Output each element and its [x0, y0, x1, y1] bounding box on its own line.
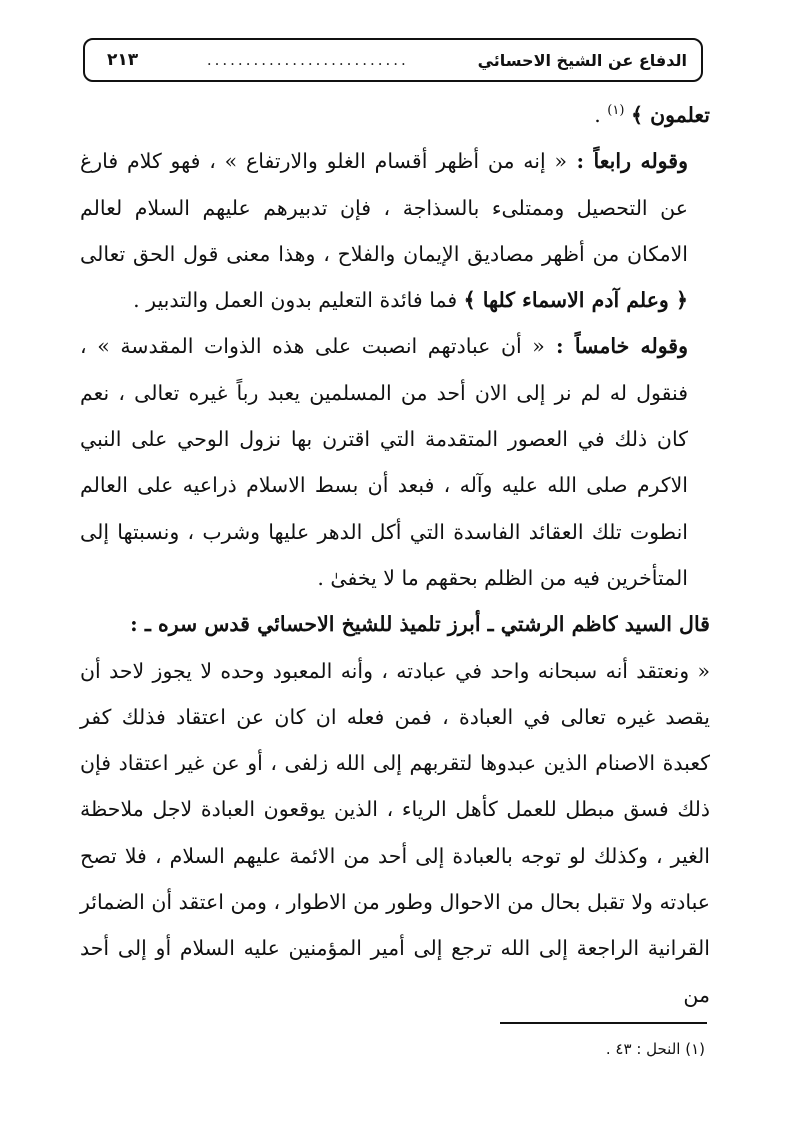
header-leader-dots: ..........................	[206, 51, 409, 69]
paragraph-tail: .	[594, 103, 608, 127]
paragraph-quote: « ونعتقد أنه سبحانه واحد في عبادته ، وأنه المعبود وحده لا يجوز لاحد أن يقصد غيره تعالى في العبادة ، فمن فعله ان كان عن اعتقاد فذلك كفر كعبدة الاصنام الذين عبدوها لتقربهم إلى الله زلفى ، أو عن غير اعتقاد فإن ذلك فسق مبطل للعمل كأهل الرياء ، الذين يوقعون العبادة لاجل ملاحظة الغير ، وكذلك لو توجه بالعبادة إلى أحد من الائمة عليهم السلام ، فلا تصح عبادته ولا تقبل بحال من الاحوال وطور من الاطوار ، ومن اعتقد أن الضمائر القرانية الراجعة إلى الله ترجع إلى أمير المؤمنين عليه السلام أو إلى أحد من	[80, 658, 710, 1007]
paragraph-fifthly	[80, 323, 710, 601]
paragraph-text: « أن عبادتهم انصبت على هذه الذوات المقدسة » ، فنقول له لم نر إلى الان أحد من المسلمين يعبد رباً غيره تعالى ، نعم كان ذلك في العصور المتقدمة التي اقترن بها نزول الوحي على النبي الاكرم صلى الله عليه وآله ، فبعد أن بسط الاسلام ذراعيه على العالم انطوت تلك العقائد الفاسدة التي أكل الدهر عليها وشرب ، ونسبتها إلى المتأخرين فيه من الظلم بحقهم ما لا يخفىٰ .	[80, 334, 688, 590]
paragraph-lead: وقوله خامساً :	[544, 334, 688, 359]
footnote-divider	[500, 1022, 707, 1024]
header-title: الدفاع عن الشيخ الاحسائي	[477, 50, 687, 70]
section-heading: قال السيد كاظم الرشتي ـ أبرز تلميذ للشيخ الاحسائي قدس سره ـ :	[130, 612, 710, 637]
paragraph-lead: وقوله رابعاً :	[567, 149, 688, 174]
quran-verse-end: تعلمون ﴾	[630, 103, 710, 127]
footnote: (١) النحل : ٤٣ .	[605, 1040, 705, 1058]
page-number: ٢١٣	[107, 50, 139, 70]
paragraph-text: « إنه من أظهر أقسام الغلو والارتفاع » ، فهو كلام فارغ عن التحصيل وممتلىء بالسذاجة ، فإن تدبيرهم عليهم السلام لعالم الامكان من أظهر مصاديق الإيمان والفلاح ، وهذا معنى قول الحق تعالى	[80, 149, 688, 266]
paragraph-tail: فما فائدة التعليم بدون العمل والتدبير .	[133, 288, 464, 313]
footnote-marker: (١)	[607, 103, 625, 119]
quran-quote: ﴿ وعلم آدم الاسماء كلها ﴾	[463, 288, 688, 313]
paragraph-continuation	[80, 92, 710, 138]
paragraph-fourthly	[80, 138, 710, 323]
body-text	[80, 92, 710, 1018]
running-header	[83, 38, 703, 82]
